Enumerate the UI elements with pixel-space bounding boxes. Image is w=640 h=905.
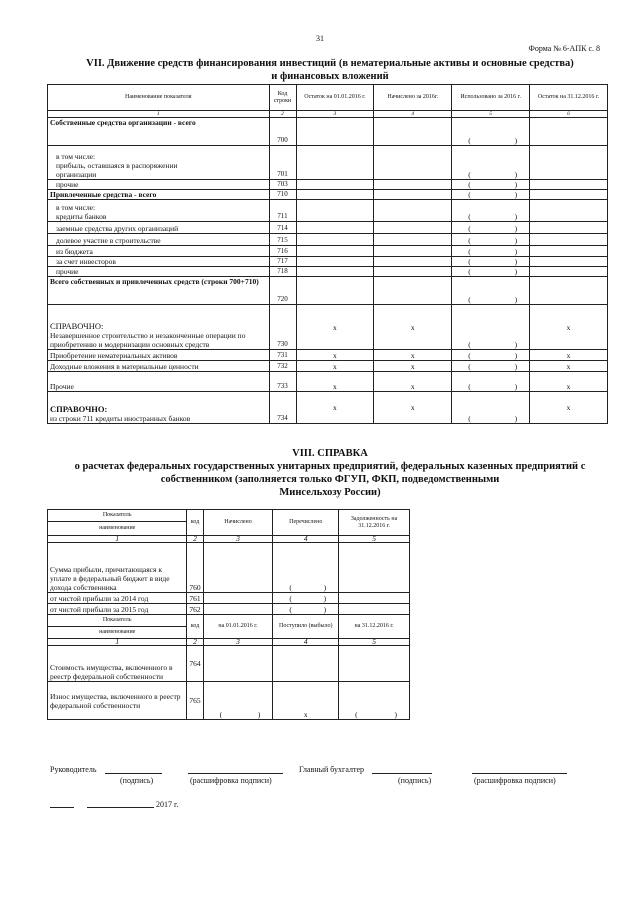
table-row: Собственные средства организации - всего 700 ( )	[48, 118, 608, 146]
table-header: Показатель код на 01.01.2016 г. Поступило (выбыло) на 31.12.2016 г.	[48, 615, 410, 627]
accountant-decode-line[interactable]	[472, 773, 567, 774]
table-row: Стоимость имущества, включенного в реестр федеральной собственности 764	[48, 646, 410, 682]
head-signature-line[interactable]	[105, 773, 162, 774]
table-row: Износ имущества, включенного в реестр федеральной собственности 765 ( ) x ( )	[48, 682, 410, 720]
table-row: Приобретение нематериальных активов 731 x x ( ) x	[48, 350, 608, 361]
accountant-sign-caption: (подпись)	[398, 776, 432, 785]
table-header: Показатель код Начислено Перечислено Задолженность на 31.12.2016 г.	[48, 510, 410, 522]
investment-table	[47, 84, 608, 424]
table-row: от чистой прибыли за 2015 год 762 ( )	[48, 604, 410, 615]
date-year: 2017 г.	[156, 800, 179, 809]
head-label: Руководитель	[50, 765, 97, 774]
accountant-decode-caption: (расшифровка подписи)	[474, 776, 556, 785]
table-row: за счет инвесторов 717 ( )	[48, 257, 608, 267]
table-row: от чистой прибыли за 2014 год 761 ( )	[48, 593, 410, 604]
accountant-signature-line[interactable]	[372, 773, 432, 774]
table-row: в том числе: кредиты банков 711 ( )	[48, 200, 608, 222]
accountant-label: Главный бухгалтер	[299, 765, 364, 774]
head-sign-caption: (подпись)	[120, 776, 154, 785]
column-index-row: 1 2 3 4 5 6	[48, 111, 608, 118]
table-row: Сумма прибыли, причитающаяся к уплате в федеральный бюджет в виде дохода собственника 760 ( )	[48, 543, 410, 593]
table-row: долевое участие в строительстве 715 ( )	[48, 234, 608, 246]
table-row: прочие 703 ( )	[48, 180, 608, 190]
table-row: Прочие 733 x x ( ) x	[48, 372, 608, 392]
table-row: прочие 718 ( )	[48, 267, 608, 277]
table-row: заемные средства других организаций 714 ( )	[48, 222, 608, 234]
form-number: Форма № 6-АПК с. 8	[528, 44, 600, 53]
page-number: 31	[316, 34, 324, 43]
owner-settlements-table: Показатель код Начислено Перечислено Задолженность на 31.12.2016 г. наименование 1 2 3 4 5 Сумма прибыли, причитающаяся к уплате в федеральный бюджет в виде дохода собственника 760 ( ) от чистой прибыли за 2014 год 761 ( ) от чистой прибыли за 2015 год 762 ( ) Показатель код на 01.01.2016 г. Поступило (выбыло) на 31.12.2016 г. наименование 1 2 3 4 5 Стоимость имущества, включенного в реестр федеральной собственности 764 Износ имущества, включенного в реестр федеральной собственности 765 ( ) x ( )	[47, 509, 410, 720]
section8-title: VIII. СПРАВКА о расчетах федеральных государственных унитарных предприятий, федеральных казенных предприятий с собственником (заполняется только ФГУП, ФКП, подведомственными Минсельхозу России)	[74, 448, 586, 498]
date-day-line[interactable]	[50, 807, 74, 808]
table-row: в том числе: прибыль, оставшаяся в распоряжении организации 701 ( )	[48, 146, 608, 180]
table-row: из бюджета 716 ( )	[48, 246, 608, 257]
table-row: Привлеченные средства - всего 710 ( )	[48, 190, 608, 200]
table-row: Всего собственных и привлеченных средств (строки 700+710) 720 ( )	[48, 277, 608, 305]
table-row: СПРАВОЧНО: из строки 711 кредиты иностранных банков 734 x x ( ) x	[48, 392, 608, 424]
section7-title: VII. Движение средств финансирования инвестиций (в нематериальные активы и основные средства) и финансовых вложений	[86, 58, 574, 82]
head-decode-caption: (расшифровка подписи)	[190, 776, 272, 785]
table-header: Наименование показателя Код строки Остаток на 01.01.2016 г. Начислено за 2016г. Использовано за 2016 г. Остаток на 31.12.2016 г.	[48, 85, 608, 111]
head-decode-line[interactable]	[188, 773, 283, 774]
table-row: СПРАВОЧНО: Незавершенное строительство и незаконченные операции по приобретению и модернизации основных средств 730 x x ( ) x	[48, 305, 608, 350]
table-row: Доходные вложения в материальные ценности 732 x x ( ) x	[48, 361, 608, 372]
date-month-line[interactable]	[87, 807, 154, 808]
